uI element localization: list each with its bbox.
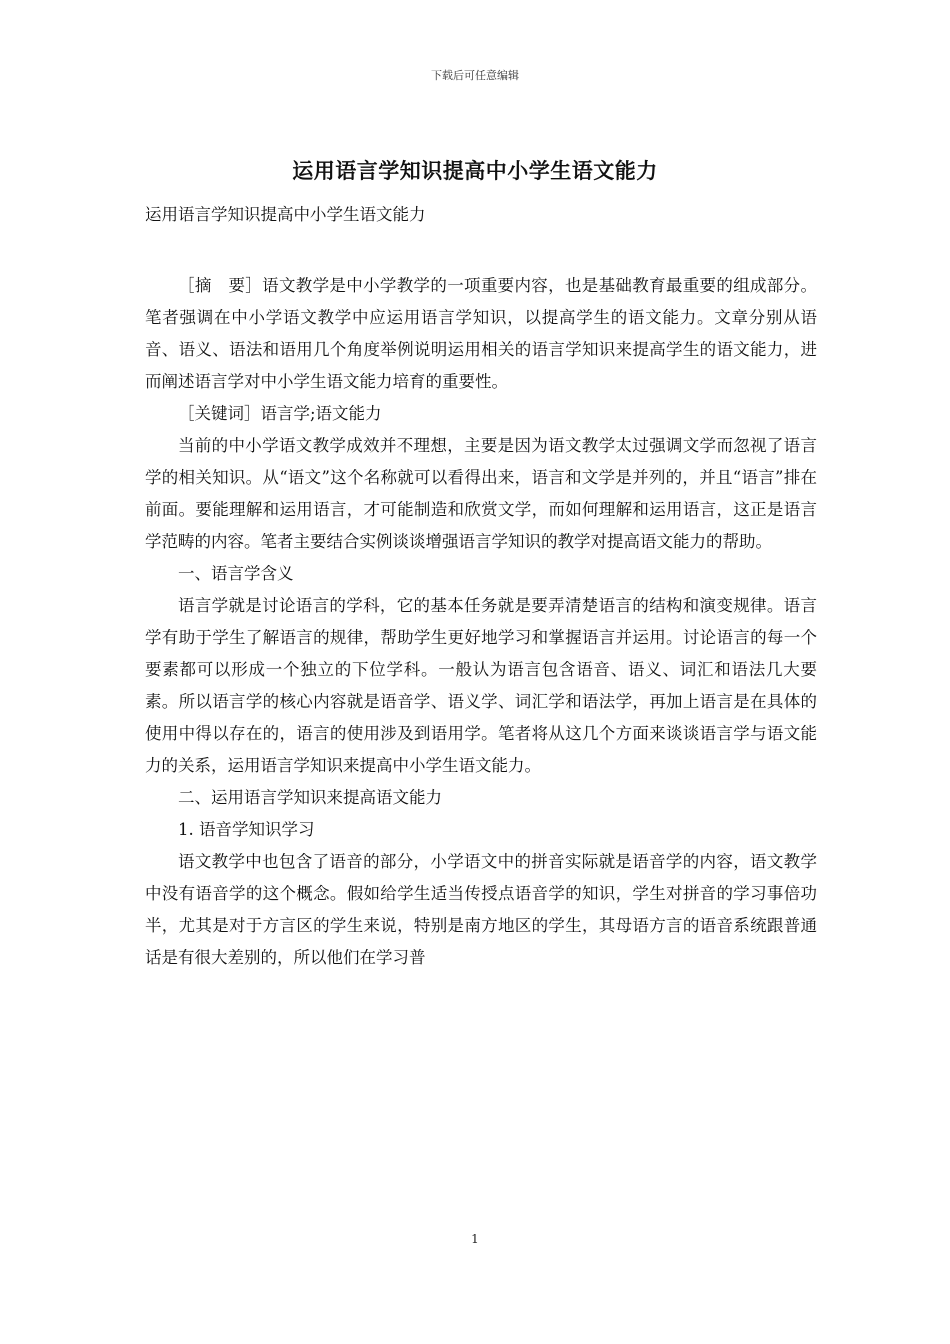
subsection-1-paragraph: 语文教学中也包含了语音的部分，小学语文中的拼音实际就是语音学的内容，语文教学中没有语音学的这个概念。假如给学生适当传授点语音学的知识，学生对拼音的学习事倍功半，尤其是对于方言区的学生来说，特别是南方地区的学生，其母语方言的语音系统跟普通话是有很大差别的，所以他们在学习普 [145, 852, 817, 967]
page-number: 1 [471, 1232, 479, 1246]
document-subtitle: 运用语言学知识提高中小学生语文能力 [145, 205, 426, 224]
header-note: 下载后可任意编辑 [431, 69, 519, 82]
subsection-heading-1: 1. 语音学知识学习 [178, 820, 315, 839]
section-1-paragraph: 语言学就是讨论语言的学科，它的基本任务就是要弄清楚语言的结构和演变规律。语言学有助于学生了解语言的规律，帮助学生更好地学习和掌握语言并运用。讨论语言的每一个要素都可以形成一个独立的下位学科。一般认为语言包含语音、语义、词汇和语法几大要素。所以语言学的核心内容就是语音学、语义学、词汇学和语法学，再加上语言是在具体的使用中得以存在的，语言的使用涉及到语用学。笔者将从这几个方面来谈谈语言学与语文能力的关系，运用语言学知识来提高中小学生语文能力。 [145, 596, 817, 775]
document-body [145, 270, 817, 974]
section-heading-2: 二、运用语言学知识来提高语文能力 [178, 788, 442, 807]
keywords-paragraph: ［关键词］语言学;语文能力 [178, 404, 382, 423]
document-title: 运用语言学知识提高中小学生语文能力 [292, 159, 658, 183]
abstract-paragraph: ［摘 要］语文教学是中小学教学的一项重要内容，也是基础教育最重要的组成部分。笔者强调在中小学语文教学中应运用语言学知识，以提高学生的语文能力。文章分别从语音、语义、语法和语用几个角度举例说明运用相关的语言学知识来提高学生的语文能力，进而阐述语言学对中小学生语文能力培育的重要性。 [145, 276, 817, 391]
section-heading-1: 一、语言学含义 [178, 564, 294, 583]
intro-paragraph: 当前的中小学语文教学成效并不理想，主要是因为语文教学太过强调文学而忽视了语言学的相关知识。从“语文”这个名称就可以看得出来，语言和文学是并列的，并且“语言”排在前面。要能理解和运用语言，才可能制造和欣赏文学，而如何理解和运用语言，这正是语言学范畴的内容。笔者主要结合实例谈谈增强语言学知识的教学对提高语文能力的帮助。 [145, 436, 817, 551]
